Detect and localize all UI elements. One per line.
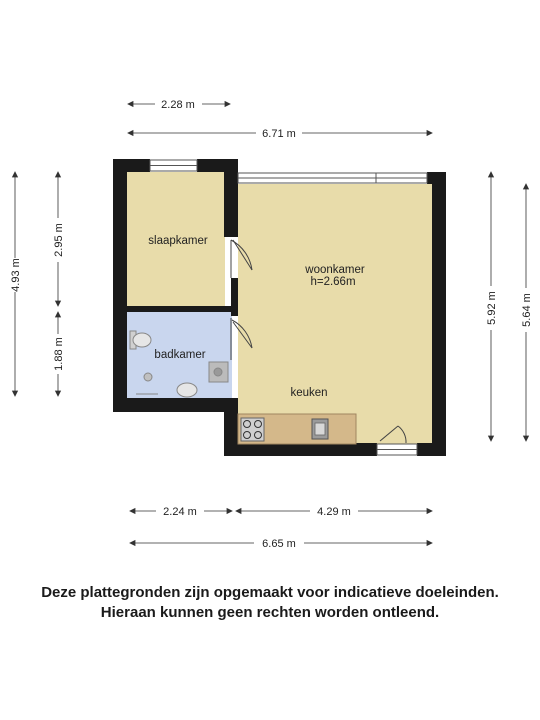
- room-label-slaapkamer: slaapkamer: [148, 235, 208, 247]
- kitchen-counter: [238, 414, 356, 444]
- disclaimer-line-1: Deze plattegronden zijn opgemaakt voor indicatieve doeleinden.: [41, 584, 499, 601]
- dim-left-upper: 2.95 m: [53, 223, 65, 257]
- dim-top-total: 6.71 m: [262, 128, 296, 140]
- dim-bottom-left: 2.24 m: [163, 506, 197, 518]
- dim-bottom-total: 6.65 m: [262, 538, 296, 550]
- woonkamer-floor: [238, 184, 432, 444]
- room-height-woonkamer: h=2.66m: [310, 276, 356, 288]
- disclaimer-line-2: Hieraan kunnen geen rechten worden ontleend.: [100, 604, 440, 621]
- dim-left-total: 4.93 m: [10, 258, 22, 292]
- room-label-badkamer: badkamer: [154, 349, 206, 361]
- room-label-keuken: keuken: [290, 387, 328, 399]
- dim-top-short: 2.28 m: [161, 99, 195, 111]
- dim-right-outer: 5.64 m: [521, 293, 533, 327]
- dim-left-lower: 1.88 m: [53, 337, 65, 371]
- dim-right-inner: 5.92 m: [486, 291, 498, 325]
- dim-bottom-right: 4.29 m: [317, 506, 351, 518]
- room-label-woonkamer: woonkamer: [305, 264, 365, 276]
